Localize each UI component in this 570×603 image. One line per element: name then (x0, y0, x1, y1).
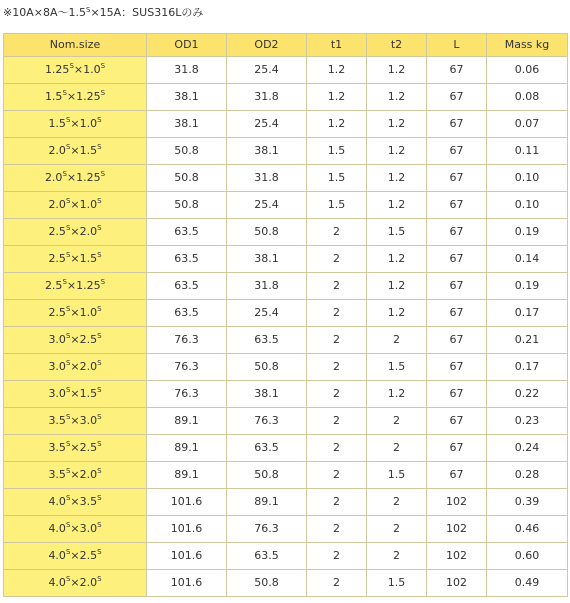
cell-nom-size (4, 165, 147, 192)
cell-t2: 1.2 (367, 246, 427, 273)
cell-od1: 101.6 (147, 516, 227, 543)
nom-size-times: × (73, 63, 84, 76)
cell-nom-size (4, 57, 147, 84)
cell-l: 102 (427, 489, 487, 516)
cell-mass: 0.14 (487, 246, 568, 273)
nom-size-b-sup: S (97, 467, 102, 475)
cell-l: 67 (427, 381, 487, 408)
cell-t1: 2 (307, 354, 367, 381)
nom-size-b-sup: S (97, 386, 102, 394)
cell-od2: 31.8 (227, 84, 307, 111)
cell-od1: 89.1 (147, 462, 227, 489)
cell-t2: 1.5 (367, 219, 427, 246)
cell-t2: 1.2 (367, 165, 427, 192)
nom-size-times: × (66, 279, 77, 292)
nom-size-a-sup: S (65, 197, 71, 205)
cell-nom-size (4, 543, 147, 570)
nom-size-a-sup: S (65, 575, 71, 583)
nom-size-b: 1.25 (76, 279, 101, 292)
nom-size-b-sup: S (97, 548, 102, 556)
cell-od2: 38.1 (227, 381, 307, 408)
cell-mass: 0.19 (487, 219, 568, 246)
cell-nom-size (4, 354, 147, 381)
nom-size-b: 2.0 (79, 576, 98, 589)
cell-od2: 50.8 (227, 354, 307, 381)
cell-t1: 2 (307, 246, 367, 273)
cell-l: 67 (427, 192, 487, 219)
table-row (4, 219, 568, 246)
cell-l: 102 (427, 570, 487, 597)
nom-size-a: 2.5 (48, 225, 66, 238)
cell-nom-size (4, 462, 147, 489)
col-header-t1: t1 (307, 34, 367, 57)
nom-size-b-sup: S (97, 143, 102, 151)
cell-od1: 101.6 (147, 489, 227, 516)
cell-mass: 0.23 (487, 408, 568, 435)
nom-size-b: 3.5 (79, 495, 98, 508)
cell-nom-size (4, 327, 147, 354)
nom-size-b-sup: S (100, 278, 106, 286)
nom-size-a-sup: S (62, 278, 67, 286)
cell-t1: 2 (307, 219, 367, 246)
cell-od1: 101.6 (147, 570, 227, 597)
nom-size-b: 3.0 (79, 522, 98, 535)
table-row (4, 57, 568, 84)
nom-size-b: 1.5 (79, 252, 98, 265)
cell-t2: 1.2 (367, 300, 427, 327)
cell-t1: 2 (307, 300, 367, 327)
cell-od2: 25.4 (227, 192, 307, 219)
cell-l: 67 (427, 138, 487, 165)
nom-size-b-sup: S (97, 494, 102, 502)
cell-nom-size (4, 273, 147, 300)
cell-od2: 25.4 (227, 111, 307, 138)
cell-nom-size (4, 192, 147, 219)
cell-t2: 2 (367, 327, 427, 354)
cell-l: 67 (427, 300, 487, 327)
cell-od2: 38.1 (227, 246, 307, 273)
cell-mass: 0.17 (487, 354, 568, 381)
nom-size-b-sup: S (97, 332, 102, 340)
nom-size-b: 2.0 (79, 225, 98, 238)
table-row (4, 84, 568, 111)
cell-t2: 1.2 (367, 57, 427, 84)
cell-l: 67 (427, 84, 487, 111)
nom-size-b-sup: S (97, 197, 102, 205)
nom-size-times: × (70, 522, 80, 535)
cell-od1: 38.1 (147, 111, 227, 138)
cell-od2: 89.1 (227, 489, 307, 516)
cell-t1: 1.2 (307, 111, 367, 138)
cell-od1: 50.8 (147, 138, 227, 165)
nom-size-b-sup: S (97, 575, 102, 583)
col-header-l: L (427, 34, 487, 57)
size-table (3, 33, 568, 597)
nom-size-b-sup: S (100, 62, 106, 70)
cell-l: 67 (427, 246, 487, 273)
nom-size-b: 2.5 (79, 333, 98, 346)
col-header-t2: t2 (367, 34, 427, 57)
cell-l: 67 (427, 273, 487, 300)
cell-od2: 50.8 (227, 219, 307, 246)
cell-l: 67 (427, 219, 487, 246)
cell-mass: 0.10 (487, 165, 568, 192)
cell-t1: 2 (307, 327, 367, 354)
nom-size-b: 3.0 (79, 414, 98, 427)
cell-t2: 1.2 (367, 138, 427, 165)
cell-od2: 25.4 (227, 57, 307, 84)
table-row (4, 165, 568, 192)
cell-t2: 1.5 (367, 354, 427, 381)
nom-size-times: × (70, 549, 80, 562)
nom-size-b: 1.5 (79, 144, 98, 157)
cell-od2: 25.4 (227, 300, 307, 327)
table-row (4, 192, 568, 219)
note-suffix: ×15A：SUS316Lのみ (90, 6, 204, 19)
col-header-od2: OD2 (227, 34, 307, 57)
nom-size-times: × (70, 198, 80, 211)
cell-t2: 1.2 (367, 381, 427, 408)
nom-size-a-sup: S (65, 224, 71, 232)
nom-size-b: 1.0 (79, 117, 98, 130)
cell-od2: 76.3 (227, 516, 307, 543)
cell-l: 67 (427, 57, 487, 84)
nom-size-a-sup: S (62, 89, 67, 97)
cell-od2: 63.5 (227, 327, 307, 354)
cell-t2: 2 (367, 489, 427, 516)
nom-size-b-sup: S (97, 116, 102, 124)
nom-size-a: 1.5 (48, 117, 66, 130)
table-row (4, 462, 568, 489)
nom-size-b: 2.5 (79, 549, 98, 562)
nom-size-times: × (70, 441, 80, 454)
table-row (4, 273, 568, 300)
nom-size-a-sup: S (65, 521, 71, 529)
nom-size-a-sup: S (65, 440, 71, 448)
cell-nom-size (4, 246, 147, 273)
table-row (4, 543, 568, 570)
nom-size-b-sup: S (97, 359, 102, 367)
nom-size-a: 3.0 (48, 333, 66, 346)
cell-mass: 0.19 (487, 273, 568, 300)
cell-mass: 0.49 (487, 570, 568, 597)
nom-size-b: 1.25 (76, 171, 101, 184)
table-row (4, 111, 568, 138)
nom-size-a-sup: S (65, 548, 71, 556)
nom-size-b-sup: S (100, 89, 106, 97)
nom-size-b: 1.0 (79, 198, 98, 211)
cell-nom-size (4, 516, 147, 543)
cell-t2: 2 (367, 408, 427, 435)
cell-t2: 1.2 (367, 84, 427, 111)
nom-size-b-sup: S (97, 521, 102, 529)
nom-size-a: 3.5 (48, 441, 66, 454)
nom-size-times: × (70, 414, 80, 427)
nom-size-a: 4.0 (48, 549, 66, 562)
table-row (4, 246, 568, 273)
cell-l: 102 (427, 516, 487, 543)
cell-mass: 0.21 (487, 327, 568, 354)
table-body (4, 57, 568, 597)
nom-size-a-sup: S (65, 332, 71, 340)
cell-mass: 0.07 (487, 111, 568, 138)
cell-nom-size (4, 219, 147, 246)
cell-od1: 76.3 (147, 381, 227, 408)
cell-l: 67 (427, 408, 487, 435)
nom-size-a: 2.0 (48, 198, 66, 211)
nom-size-a-sup: S (65, 305, 71, 313)
nom-size-a: 3.0 (48, 360, 66, 373)
material-note (3, 4, 203, 20)
nom-size-times: × (70, 576, 80, 589)
cell-t2: 1.2 (367, 273, 427, 300)
nom-size-b: 1.0 (83, 63, 101, 76)
nom-size-a: 2.0 (44, 171, 63, 184)
table-row (4, 354, 568, 381)
cell-od2: 50.8 (227, 462, 307, 489)
nom-size-times: × (70, 333, 80, 346)
nom-size-b: 2.0 (79, 468, 98, 481)
cell-t1: 1.5 (307, 165, 367, 192)
cell-od2: 76.3 (227, 408, 307, 435)
cell-t2: 2 (367, 516, 427, 543)
cell-od1: 89.1 (147, 408, 227, 435)
nom-size-a: 4.0 (48, 495, 66, 508)
col-header-od1: OD1 (147, 34, 227, 57)
cell-t1: 1.5 (307, 138, 367, 165)
nom-size-b: 2.5 (79, 441, 98, 454)
nom-size-b-sup: S (97, 440, 102, 448)
nom-size-b-sup: S (97, 413, 102, 421)
table-row (4, 327, 568, 354)
cell-od1: 76.3 (147, 354, 227, 381)
cell-nom-size (4, 435, 147, 462)
nom-size-a-sup: S (65, 413, 71, 421)
cell-mass: 0.60 (487, 543, 568, 570)
cell-t1: 1.5 (307, 192, 367, 219)
nom-size-a: 1.5 (44, 90, 63, 103)
cell-mass: 0.24 (487, 435, 568, 462)
nom-size-b-sup: S (97, 251, 102, 259)
cell-nom-size (4, 300, 147, 327)
cell-mass: 0.28 (487, 462, 568, 489)
table-row (4, 381, 568, 408)
cell-mass: 0.08 (487, 84, 568, 111)
nom-size-a: 3.5 (48, 468, 66, 481)
cell-t2: 2 (367, 435, 427, 462)
cell-t1: 2 (307, 381, 367, 408)
table-row (4, 435, 568, 462)
nom-size-b-sup: S (97, 224, 102, 232)
nom-size-b-sup: S (100, 170, 106, 178)
cell-mass: 0.10 (487, 192, 568, 219)
nom-size-a: 2.0 (48, 144, 66, 157)
cell-nom-size (4, 489, 147, 516)
nom-size-times: × (70, 306, 80, 319)
nom-size-a: 3.0 (48, 387, 66, 400)
cell-l: 67 (427, 327, 487, 354)
nom-size-a-sup: S (65, 467, 71, 475)
cell-t1: 2 (307, 543, 367, 570)
cell-od2: 38.1 (227, 138, 307, 165)
cell-od1: 89.1 (147, 435, 227, 462)
cell-nom-size (4, 84, 147, 111)
nom-size-times: × (66, 90, 77, 103)
nom-size-times: × (70, 225, 80, 238)
table-row (4, 570, 568, 597)
cell-mass: 0.39 (487, 489, 568, 516)
nom-size-a-sup: S (69, 62, 74, 70)
cell-od1: 63.5 (147, 300, 227, 327)
nom-size-a-sup: S (62, 170, 67, 178)
cell-mass: 0.11 (487, 138, 568, 165)
cell-l: 67 (427, 354, 487, 381)
nom-size-b: 1.5 (79, 387, 98, 400)
cell-t1: 2 (307, 435, 367, 462)
cell-od2: 50.8 (227, 570, 307, 597)
nom-size-a-sup: S (65, 359, 71, 367)
nom-size-a-sup: S (65, 116, 71, 124)
nom-size-times: × (70, 387, 80, 400)
nom-size-b: 2.0 (79, 360, 98, 373)
nom-size-b-sup: S (97, 305, 102, 313)
col-header-mass: Mass kg (487, 34, 568, 57)
cell-l: 67 (427, 111, 487, 138)
cell-t2: 1.2 (367, 192, 427, 219)
nom-size-b: 1.25 (76, 90, 101, 103)
nom-size-a: 4.0 (48, 522, 66, 535)
cell-nom-size (4, 138, 147, 165)
cell-od1: 63.5 (147, 246, 227, 273)
cell-t1: 2 (307, 516, 367, 543)
cell-l: 67 (427, 165, 487, 192)
nom-size-a: 4.0 (48, 576, 66, 589)
cell-t1: 2 (307, 462, 367, 489)
cell-nom-size (4, 111, 147, 138)
cell-l: 102 (427, 543, 487, 570)
cell-nom-size (4, 408, 147, 435)
nom-size-a: 2.5 (48, 252, 66, 265)
cell-od1: 38.1 (147, 84, 227, 111)
col-header-nom-size: Nom.size (4, 34, 147, 57)
nom-size-times: × (70, 495, 80, 508)
cell-t1: 2 (307, 489, 367, 516)
cell-mass: 0.22 (487, 381, 568, 408)
note-prefix: ※10A×8A～1.5 (3, 6, 86, 19)
nom-size-times: × (70, 468, 80, 481)
cell-mass: 0.17 (487, 300, 568, 327)
note-superscript: S (85, 6, 91, 14)
cell-t1: 1.2 (307, 57, 367, 84)
cell-od2: 63.5 (227, 435, 307, 462)
cell-od1: 50.8 (147, 192, 227, 219)
nom-size-a-sup: S (65, 386, 71, 394)
cell-t2: 1.5 (367, 462, 427, 489)
table-row (4, 300, 568, 327)
cell-t1: 2 (307, 570, 367, 597)
cell-od1: 76.3 (147, 327, 227, 354)
nom-size-times: × (70, 117, 80, 130)
cell-od2: 31.8 (227, 165, 307, 192)
nom-size-a-sup: S (65, 494, 71, 502)
cell-l: 67 (427, 462, 487, 489)
cell-od1: 31.8 (147, 57, 227, 84)
cell-od1: 101.6 (147, 543, 227, 570)
cell-t1: 1.2 (307, 84, 367, 111)
nom-size-a: 1.25 (44, 63, 70, 76)
cell-nom-size (4, 570, 147, 597)
nom-size-times: × (66, 171, 77, 184)
nom-size-times: × (70, 144, 80, 157)
nom-size-b: 1.0 (79, 306, 98, 319)
nom-size-a-sup: S (65, 251, 71, 259)
cell-t2: 1.2 (367, 111, 427, 138)
cell-t2: 2 (367, 543, 427, 570)
nom-size-times: × (70, 252, 80, 265)
nom-size-times: × (70, 360, 80, 373)
nom-size-a: 3.5 (48, 414, 66, 427)
cell-nom-size (4, 381, 147, 408)
nom-size-a: 2.5 (48, 306, 66, 319)
cell-t1: 2 (307, 408, 367, 435)
cell-t1: 2 (307, 273, 367, 300)
cell-mass: 0.06 (487, 57, 568, 84)
nom-size-a: 2.5 (44, 279, 63, 292)
cell-l: 67 (427, 435, 487, 462)
cell-mass: 0.46 (487, 516, 568, 543)
nom-size-a-sup: S (65, 143, 71, 151)
cell-od1: 50.8 (147, 165, 227, 192)
table-row (4, 408, 568, 435)
table-row (4, 489, 568, 516)
table-header-row (4, 34, 568, 57)
table-row (4, 516, 568, 543)
cell-od1: 63.5 (147, 219, 227, 246)
table-row (4, 138, 568, 165)
cell-od2: 63.5 (227, 543, 307, 570)
cell-t2: 1.5 (367, 570, 427, 597)
cell-od1: 63.5 (147, 273, 227, 300)
cell-od2: 31.8 (227, 273, 307, 300)
